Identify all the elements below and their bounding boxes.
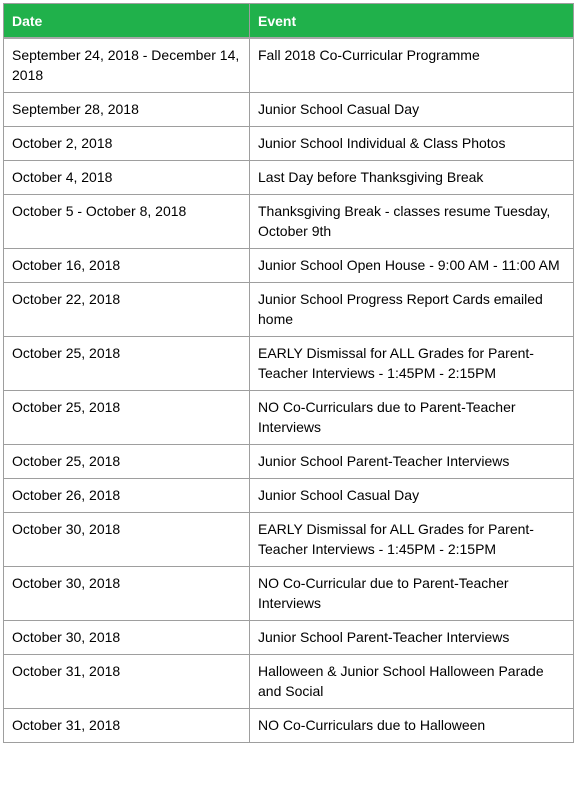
date-cell: October 26, 2018 (4, 479, 250, 513)
event-cell: Last Day before Thanksgiving Break (250, 161, 574, 195)
date-cell: October 25, 2018 (4, 391, 250, 445)
date-cell: October 31, 2018 (4, 709, 250, 743)
event-cell: EARLY Dismissal for ALL Grades for Parent-Teacher Interviews - 1:45PM - 2:15PM (250, 337, 574, 391)
event-cell: Junior School Casual Day (250, 93, 574, 127)
event-cell: Junior School Individual & Class Photos (250, 127, 574, 161)
date-cell: September 24, 2018 - December 14, 2018 (4, 38, 250, 93)
date-column-header: Date (4, 4, 250, 39)
event-cell: NO Co-Curriculars due to Parent-Teacher Interviews (250, 391, 574, 445)
date-cell: October 4, 2018 (4, 161, 250, 195)
date-cell: October 30, 2018 (4, 567, 250, 621)
date-cell: October 25, 2018 (4, 337, 250, 391)
event-cell: Halloween & Junior School Halloween Parade and Social (250, 655, 574, 709)
table-row (4, 655, 574, 709)
event-cell: Junior School Progress Report Cards emailed home (250, 283, 574, 337)
table-row (4, 161, 574, 195)
date-cell: October 30, 2018 (4, 513, 250, 567)
event-cell: EARLY Dismissal for ALL Grades for Parent-Teacher Interviews - 1:45PM - 2:15PM (250, 513, 574, 567)
event-cell: Thanksgiving Break - classes resume Tuesday, October 9th (250, 195, 574, 249)
events-table (3, 3, 574, 743)
table-row (4, 38, 574, 93)
table-row (4, 283, 574, 337)
date-cell: October 30, 2018 (4, 621, 250, 655)
table-row (4, 337, 574, 391)
event-cell: NO Co-Curricular due to Parent-Teacher Interviews (250, 567, 574, 621)
date-cell: October 2, 2018 (4, 127, 250, 161)
table-header (4, 4, 574, 39)
date-cell: October 22, 2018 (4, 283, 250, 337)
date-cell: October 5 - October 8, 2018 (4, 195, 250, 249)
table-row (4, 513, 574, 567)
date-cell: October 31, 2018 (4, 655, 250, 709)
table-row (4, 567, 574, 621)
event-column-header: Event (250, 4, 574, 39)
event-cell: Junior School Open House - 9:00 AM - 11:00 AM (250, 249, 574, 283)
table-row (4, 709, 574, 743)
header-row (4, 4, 574, 39)
date-cell: October 25, 2018 (4, 445, 250, 479)
event-cell: Junior School Parent-Teacher Interviews (250, 445, 574, 479)
table-row (4, 93, 574, 127)
event-cell: Junior School Parent-Teacher Interviews (250, 621, 574, 655)
table-row (4, 621, 574, 655)
table-body (4, 38, 574, 743)
table-row (4, 479, 574, 513)
table-row (4, 127, 574, 161)
event-cell: Fall 2018 Co-Curricular Programme (250, 38, 574, 93)
event-cell: NO Co-Curriculars due to Halloween (250, 709, 574, 743)
date-cell: October 16, 2018 (4, 249, 250, 283)
table-row (4, 195, 574, 249)
table-row (4, 249, 574, 283)
date-cell: September 28, 2018 (4, 93, 250, 127)
table-row (4, 445, 574, 479)
event-cell: Junior School Casual Day (250, 479, 574, 513)
table-row (4, 391, 574, 445)
